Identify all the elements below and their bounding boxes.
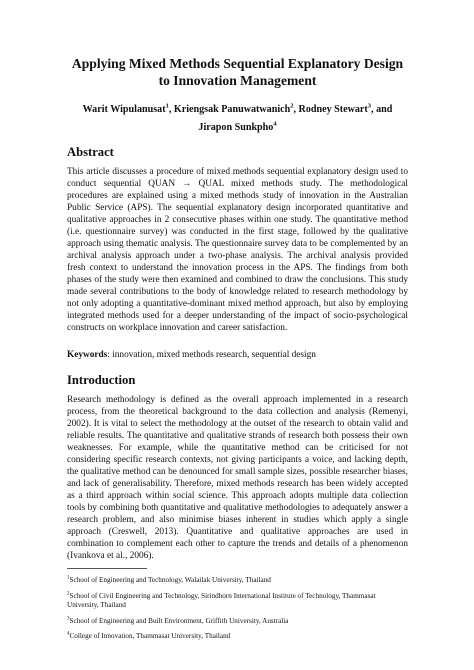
paper-title: Applying Mixed Methods Sequential Explanatory Design to Innovation Management (71, 56, 404, 88)
author-list (67, 101, 408, 136)
abstract-heading: Abstract (67, 145, 114, 159)
author-name: Jirapon Sunkpho (198, 121, 274, 133)
author-affiliation-marker: 4 (273, 120, 277, 128)
footnote-number: 1 (67, 575, 70, 581)
footnote-text: School of Engineering and Built Environment, Griffith University, Australia (69, 616, 289, 625)
abstract-body: This article discusses a procedure of mixed methods sequential explanatory design used to conduct sequential QUAN → QUAL mixed methods study. The methodological procedures are explained using a mixed methods study of innovation in the Australian Public Service (APS). The sequential explanatory design incorporated quantitative and qualitative approaches in 2 consecutive phases within one study. The quantitative method (i.e. questionnaire survey) was conducted in the first stage, followed by the qualitative approach using thematic analysis. The questionnaire survey data to be complemented by an archival analysis approach under a two-phase analysis. The archival analysis provided fresh context to understand the innovation process in the APS. The findings from both phases of the study were then examined and combined to draw the conclusions. This study made several contributions to the body of knowledge related to research methodology by not only adopting a quantitative-dominant mixed method approach, but also by employing integrated methods used for a deeper understanding of the impact of socio-psychological constructs on workplace innovation and career satisfaction. (67, 167, 408, 333)
footnote-divider (67, 568, 147, 569)
author-separator: , (293, 104, 299, 115)
footnote-text: School of Civil Engineering and Technology, Sirindhorn International Institute of Technology, Thammasat University, Thailand (67, 591, 376, 609)
introduction-body: Research methodology is defined as the overall approach implemented in a research process, from the theoretical background to the data collection and analysis (Remenyi, 2002). It is vital to select the methodology at the outset of the research to obtain valid and reliable results. The quantitative and qualitative strands of research both possess their own weaknesses. For example, while the quantitative method can be criticised for not considering specific research contexts, not giving participants a voice, and lacking depth, the qualitative method can be denounced for small sample sizes, possible researcher biases, and lack of generalisability. Therefore, mixed methods research has been widely accepted as a third approach within social science. This approach adopts multiple data collection tools by combining both quantitative and qualitative methodologies to adequately answer a research problem, and also minimise biases inherent in studies which apply a single approach (Creswell, 2013). Quantitative and qualitative approaches are used in combination to complement each other to capture the trends and details of a phenomenon (Ivankova et al., 2006). (67, 395, 408, 561)
footnote (67, 617, 408, 627)
author-name: Kriengsak Panuwatwanich (173, 104, 291, 115)
footnote-number: 3 (67, 616, 70, 622)
footnote (67, 632, 408, 642)
footnote (67, 592, 408, 611)
keywords-label: Keywords (67, 350, 108, 360)
author-separator: , and (371, 104, 393, 115)
author-affiliation-marker: 1 (165, 102, 169, 110)
keywords-line (67, 349, 408, 361)
author-affiliation-marker: 3 (367, 102, 372, 110)
footnote-number: 2 (67, 591, 70, 597)
footnote-number: 4 (67, 631, 70, 637)
author-name: Warit Wipulanusat (82, 104, 166, 115)
introduction-heading: Introduction (67, 373, 136, 387)
author-separator: , (168, 104, 174, 115)
footnote (67, 576, 408, 586)
footnotes (67, 576, 408, 642)
keywords-list: : innovation, mixed methods research, sequential design (107, 350, 316, 360)
footnote-text: School of Engineering and Technology, Walailak University, Thailand (69, 576, 271, 584)
author-name: Rodney Stewart (298, 104, 368, 115)
footnote-text: College of Innovation, Thammasat University, Thailand (69, 632, 231, 640)
author-affiliation-marker: 2 (290, 102, 294, 110)
